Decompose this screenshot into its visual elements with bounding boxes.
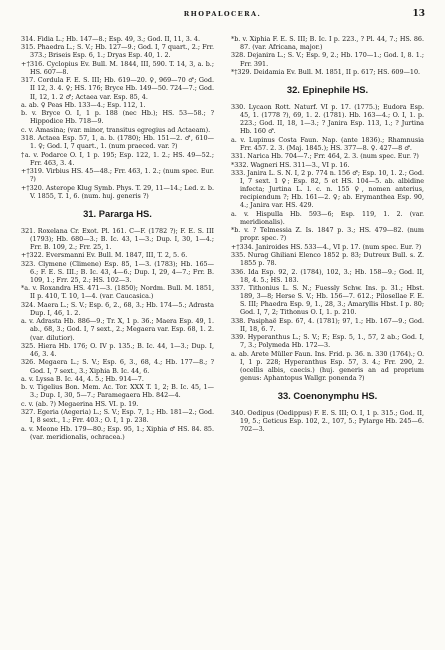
species-entry: 328. Dejanira L.; S. V.; Esp. 9, 2.; Hb. 170—1.; God. I, 8. 1.; Frr. 391. (231, 51, 424, 68)
species-entry: 327. Egeria (Aegeria) L.; S. V.; Esp. 7, 1.; Hb. 181—2.; God. I, 8 sext., 1.; Frr. 403.; O. I, 1 p. 238. (21, 408, 214, 425)
species-entry: 318. Actaea Esp. 57, 1, a. b. (1780); Hb. 151—2. ♂, 610—1. ♀; God. I, 7 quart., 1. (num praeced. var. ?) (21, 134, 214, 151)
species-entry: a. v. Lupinus Costa Faun. Nap. (ante 1836).; Rhamnusia Frr. 457. 2. 3. (Maj. 1845.); HS. 377—8. ♀. 427—8 ♂. (231, 135, 424, 152)
species-entry: 324. Maera L.; S. V.; Esp. 6, 2., 68, 3.; Hb. 174—5.; Adrasta Dup. I, 46, 1. 2. (21, 300, 214, 317)
species-entry: 337. Tithonius L. S. N.; Fuessly Schw. Ins. p. 31.; Hbst. 189, 3—8; Herse S. V.; Hb. 156—7. 612.; Pilosellae F. E. S. III; Phaedra Esp. 9, 1., 28, 3.; Amaryllis Hbst. I p. 80; God. I, 7, 2; Tithonus O. I, 1. p. 210. (231, 284, 424, 317)
species-entry: 314. Fidia L.; Hb. 147—8.; Esp. 49, 3.; God. II, 11, 3. 4. (21, 35, 200, 43)
species-entry: +†322. Eversmanni Ev. Bull. M. 1847, III, T. 2, 5. 6. (21, 251, 188, 260)
species-entry: 336. Ida Esp. 92, 2. (1784), 102, 3.; Hb. 158—9.; God. II, 18, 4. 5.; HS. 183. (231, 267, 424, 284)
genus-heading-text: 32. Epinephile HS. (286, 84, 369, 96)
species-entry: 315. Phaedra L.; S. V.; Hb. 127—9.; God. I, 7 quart., 2.; Frr. 373.; Briseis Esp. 6, 1.; Dryas Esp. 40, 1. 2. (21, 43, 214, 60)
species-entry: 331. Narica Hb. 704—7.; Frr. 464, 2. 3. (num spec. Eur. ?) (231, 152, 419, 161)
species-entry: +†334. Janiroides HS. 533—4., VI p. 17. (num spec. Eur. ?) (231, 242, 422, 251)
species-entry: 317. Cordula F. E. S. III; Hb. 619—20. ♀, 969—70 ♂; God. II 12, 3. 4. ♀; HS. 176; Bryce Hb. 149—50. 724—7.; God. II, 12, 1. 2 ♂; Actaea var. Esp. 85, 4. (21, 76, 214, 101)
right-column (231, 35, 424, 434)
species-entry: *332. Wagneri HS. 311—3., VI p. 16. (231, 160, 350, 169)
species-entry: a. ab. ♀ Peas Hb. 133—4.; Esp. 112, 1. (21, 100, 146, 109)
genus-heading-text: 33. Coenonymphu HS. (277, 390, 378, 402)
species-entry: +†319. Virbius HS. 45—48.; Frr. 463, 1. 2.; (num spec. Eur. ?) (21, 167, 214, 184)
genus-heading-text: 31. Pararga HS. (83, 207, 152, 219)
species-entry: a. v. Hispulla Hb. 593—6; Esp. 119, 1. 2. (var. meridionalis). (231, 209, 424, 226)
species-entry: 321. Roxelana Cr. Exot. Pl. 161. C—F. (1782 ?); F. E. S. III (1793); Hb. 680—3.; B. Ic. 43, 1—3.; Dup. I, 30, 1—4.; Frr. B. 109, 2.; Frr. 25, 1. (21, 226, 214, 252)
species-entry: 325. Hiera Hb. 176; O. IV p. 135.; B. Ic. 44, 1—3.; Dup. I, 46, 3. 4. (21, 341, 214, 359)
species-entry: 333. Janira L. S. N. I, 2 p. 774 n. 156 ♂; Esp. 10, 1. 2.; God. I, 7 sext. 1 ♀; Esp. 82, 5 et HS. 104—5. ab. albidine infecta; Jurtina L. l. c. n. 155 ♀, nomen anterius, recipiendum ?; Hb. 161—2. ♀; ab. Erymanthea Esp. 90, 4.; Janira var. HS. 429. (231, 169, 424, 210)
species-entry: *b. v. ? Telmessia Z. Is. 1847 p. 3.; HS. 479—82. (num propr. spec. ?) (231, 226, 424, 243)
species-entry: 330. Lycaon Rott. Naturf. VI p. 17. (1775.); Eudora Esp. 45, 1. (1778 ?), 69, 1. 2. (1781). Hb. 163—4.; O. I, 1. p. 223.; God. II, 18, 1—3.; ? Janira Esp. 113, 1.; ? Jurtina Hb. 160 ♂. (231, 103, 424, 136)
species-entry: +†316. Cyclopius Ev. Bull. M. 1844, III, 590. T. 14, 3, a. b.; HS. 607—8. (21, 59, 214, 76)
species-entry: c. v. Amasina; (var. minor, transitus egregius ad Actaeam). (21, 125, 211, 134)
species-entry: +†320. Asterope Klug Symb. Phys. T. 29, 11—14.; Led. z. b. V. 1855, T. 1, 6. (num. huj. generis ?) (21, 183, 214, 200)
species-entry: †a. v. Podarce O. I, 1 p. 195; Esp. 122, 1. 2.; HS. 49—52.; Frr. 463, 3. 4. (21, 150, 214, 167)
left-column (21, 35, 214, 441)
species-entry: 338. Pasiphaë Esp. 67, 4. (1781); 97, 1.; Hb. 167—9.; God. II, 18, 6. 7. (231, 316, 424, 333)
species-entry: *b. v. Xiphia F. E. S. III; B. Ic. I p. 223., ? Pl. 44, 7.; HS. 86. 87. (var. Africana, major.) (231, 35, 424, 52)
genus-heading (21, 208, 214, 220)
species-entry: b. v. Tigelius Bon. Mem. Ac. Tor. XXX T. 1, 2; B. Ic. 45, 1—3.; Dup. I, 30, 5—7.; Paramegaera Hb. 842—4. (21, 383, 214, 400)
species-entry: *a. v. Roxandra HS. 471—3. (1850); Nordm. Bull. M. 1851, II p. 410, T. 10, 1—4. (var. Caucasica.) (21, 284, 214, 301)
genus-heading (231, 84, 424, 96)
running-title: RHOPALOCERA. (183, 10, 262, 18)
species-entry: *†329. Deidamia Ev. Bull. M. 1851, II p. 617; HS. 609—10. (231, 67, 421, 76)
species-entry: 326. Megaera L.; S. V.; Esp. 6, 3., 68, 4.; Hb. 177—8.; ? God. I, 7 sext., 3.; Xiphia B. Ic. 44, 6. (21, 358, 214, 375)
species-entry: b. v. Bryce O. I, 1 p. 188 (nec Hb.); HS. 53—58.; ? Hippodice Hb. 718—9. (21, 109, 214, 126)
species-entry: 339. Hyperanthus L.; S. V.; F.; Esp. 5, 1., 57, 2 ab.; God. I, 7, 3.; Polymeda Hb. 172—3. (231, 333, 424, 350)
species-entry: 340. Oedipus (Oedippus) F. E. S. III; O. I, 1 p. 315.; God. II, 19, 5.; Geticus Esp. 102, 2., 107, 5.; Pylarge Hb. 245—6. 702—3. (231, 409, 424, 434)
species-entry: a. v. Meone Hb. 179—80.; Esp. 95, 1.; Xiphia ♂ HS. 84. 85. (var. meridionalis, ochracea.) (21, 424, 214, 441)
species-entry: a. ab. Arete Müller Faun. Ins. Frid. p. 36. n. 330 (1764).; O. I, 1 p. 228; Hyperanthus Esp. 57, 3. 4.; Frr. 290, 2. (ocellis albis, caecis.) (huj. generis an ad proprium genus: Aphantopus Wallgr. ponenda ?) (231, 349, 424, 383)
running-header (0, 10, 445, 26)
page-number: 13 (412, 9, 425, 19)
species-entry: c. v. (ab. ?) Megaerina HS. VI. p. 19. (21, 399, 139, 408)
species-entry: a. v. Adrasta Hb. 886—9.; Tr. X, 1 p. 36.; Maera Esp. 49, 1. ab., 68, 3.; God. I, 7 sext., 2.; Megaera var. Esp. 68, 1. 2. (var. dilutior). (21, 317, 214, 342)
genus-heading (231, 390, 424, 402)
species-entry: 335. Nurag Ghiliani Elenco 1852 p. 83; Dutreux Bull. s. Z. 1855 p. 78. (231, 251, 424, 268)
species-entry: a. v. Lyssa B. Ic. 44, 4. 5.; Hb. 914—7. (21, 374, 144, 383)
species-entry: 323. Clymene (Climene) Esp. 85, 1—3. (1783); Hb. 165—6.; F. E. S. III.; B. Ic. 43, 4—6.; Dup. I, 29, 4—7.; Frr. B. 109, 1.; Frr. 25, 2.; HS. 102—3. (21, 259, 214, 284)
